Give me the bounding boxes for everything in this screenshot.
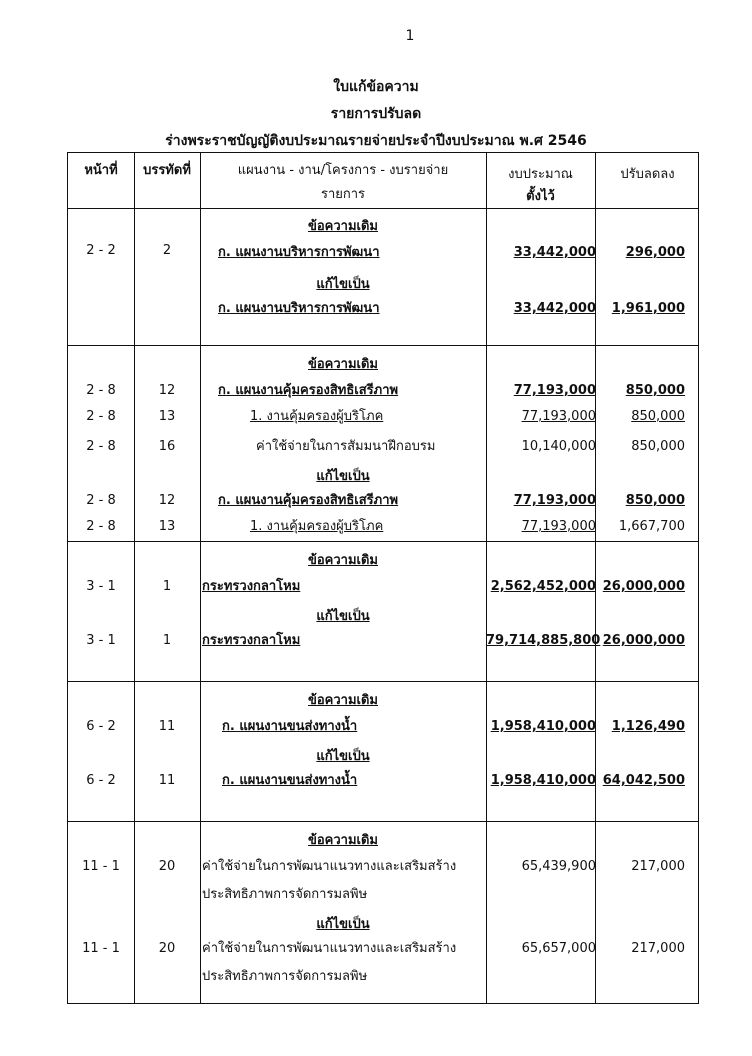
cell-budget: 65,657,000 <box>521 941 596 956</box>
cell-reduce: 1,126,490 <box>611 719 685 734</box>
cell-page: 3 - 1 <box>86 633 116 648</box>
cell-line: 2 <box>162 243 172 258</box>
label-original: ข้อความเดิม <box>307 553 378 568</box>
cell-page: 2 - 8 <box>86 519 116 534</box>
cell-page: 11 - 1 <box>82 941 120 956</box>
label-original: ข้อความเดิม <box>307 219 378 234</box>
document-subtitle: รายการปรับลด <box>330 106 422 122</box>
header-plan: แผนงาน - งาน/โครงการ - งบรายจ่าย <box>237 163 449 178</box>
cell-line: 11 <box>158 719 176 734</box>
cell-reduce: 850,000 <box>631 439 685 454</box>
cell-text: ก. แผนงานขนส่งทางน้ำ <box>222 773 358 788</box>
cell-budget: 65,439,900 <box>521 859 596 874</box>
cell-reduce: 64,042,500 <box>602 773 685 788</box>
page-number: 1 <box>405 28 415 44</box>
cell-text-cont: ประสิทธิภาพการจัดการมลพิษ <box>202 887 368 902</box>
cell-budget: 1,958,410,000 <box>490 773 596 788</box>
cell-text: 1. งานคุ้มครองผู้บริโภค <box>250 409 384 424</box>
cell-reduce: 1,667,700 <box>618 519 685 534</box>
label-original: ข้อความเดิม <box>307 693 378 708</box>
cell-line: 20 <box>158 859 176 874</box>
document-title: ใบแก้ข้อความ <box>333 79 419 95</box>
cell-budget: 77,193,000 <box>513 493 596 508</box>
cell-page: 3 - 1 <box>86 579 116 594</box>
cell-text: 1. งานคุ้มครองผู้บริโภค <box>250 519 384 534</box>
cell-text: กระทรวงกลาโหม <box>202 633 301 648</box>
cell-page: 2 - 8 <box>86 439 116 454</box>
cell-budget: 1,958,410,000 <box>490 719 596 734</box>
cell-page: 2 - 8 <box>86 409 116 424</box>
cell-reduce: 217,000 <box>631 859 685 874</box>
header-reduce: ปรับลดลง <box>620 167 675 182</box>
label-corrected: แก้ไขเป็น <box>316 609 370 624</box>
cell-reduce: 1,961,000 <box>611 301 685 316</box>
cell-text: ก. แผนงานคุ้มครองสิทธิเสรีภาพ <box>218 383 399 398</box>
cell-reduce: 850,000 <box>625 493 685 508</box>
cell-text: ก. แผนงานบริหารการพัฒนา <box>218 245 380 260</box>
cell-text-cont: ประสิทธิภาพการจัดการมลพิษ <box>202 969 368 984</box>
cell-reduce: 26,000,000 <box>602 579 685 594</box>
cell-reduce: 26,000,000 <box>602 633 685 648</box>
cell-reduce: 217,000 <box>631 941 685 956</box>
cell-page: 6 - 2 <box>86 773 116 788</box>
label-corrected: แก้ไขเป็น <box>316 469 370 484</box>
cell-line: 11 <box>158 773 176 788</box>
cell-budget: 33,442,000 <box>513 301 596 316</box>
cell-page: 6 - 2 <box>86 719 116 734</box>
cell-budget: 79,714,885,800 <box>486 633 601 648</box>
cell-text: ก. แผนงานบริหารการพัฒนา <box>218 301 380 316</box>
cell-budget: 77,193,000 <box>521 409 596 424</box>
cell-line: 20 <box>158 941 176 956</box>
label-original: ข้อความเดิม <box>307 833 378 848</box>
cell-text: ก. แผนงานขนส่งทางน้ำ <box>222 719 358 734</box>
cell-line: 1 <box>162 579 172 594</box>
cell-page: 11 - 1 <box>82 859 120 874</box>
header-line: บรรทัดที่ <box>143 163 191 178</box>
cell-text: ค่าใช้จ่ายในการสัมมนาฝึกอบรม <box>256 439 436 454</box>
cell-reduce: 850,000 <box>625 383 685 398</box>
cell-line: 13 <box>158 519 176 534</box>
header-page: หน้าที่ <box>84 163 118 178</box>
cell-budget: 10,140,000 <box>521 439 596 454</box>
cell-line: 1 <box>162 633 172 648</box>
cell-budget: 33,442,000 <box>513 245 596 260</box>
cell-page: 2 - 8 <box>86 383 116 398</box>
cell-budget: 2,562,452,000 <box>490 579 596 594</box>
cell-page: 2 - 8 <box>86 493 116 508</box>
header-budget-set: ตั้งไว้ <box>526 189 555 204</box>
cell-page: 2 - 2 <box>86 243 116 258</box>
cell-text: ก. แผนงานคุ้มครองสิทธิเสรีภาพ <box>218 493 399 508</box>
header-items: รายการ <box>320 187 366 202</box>
budget-table <box>67 152 699 1004</box>
cell-line: 16 <box>158 439 176 454</box>
cell-line: 13 <box>158 409 176 424</box>
cell-reduce: 850,000 <box>631 409 685 424</box>
cell-line: 12 <box>158 383 176 398</box>
header-budget: งบประมาณ <box>508 167 573 182</box>
cell-reduce: 296,000 <box>625 245 685 260</box>
label-corrected: แก้ไขเป็น <box>316 277 370 292</box>
cell-text: ค่าใช้จ่ายในการพัฒนาแนวทางและเสริมสร้าง <box>202 859 457 874</box>
cell-budget: 77,193,000 <box>521 519 596 534</box>
label-original: ข้อความเดิม <box>307 357 378 372</box>
cell-text: กระทรวงกลาโหม <box>202 579 301 594</box>
document-act-title: ร่างพระราชบัญญัติงบประมาณรายจ่ายประจำปีงบประมาณ พ.ศ 2546 <box>165 133 587 149</box>
label-corrected: แก้ไขเป็น <box>316 749 370 764</box>
cell-budget: 77,193,000 <box>513 383 596 398</box>
cell-line: 12 <box>158 493 176 508</box>
label-corrected: แก้ไขเป็น <box>316 917 370 932</box>
cell-text: ค่าใช้จ่ายในการพัฒนาแนวทางและเสริมสร้าง <box>202 941 457 956</box>
